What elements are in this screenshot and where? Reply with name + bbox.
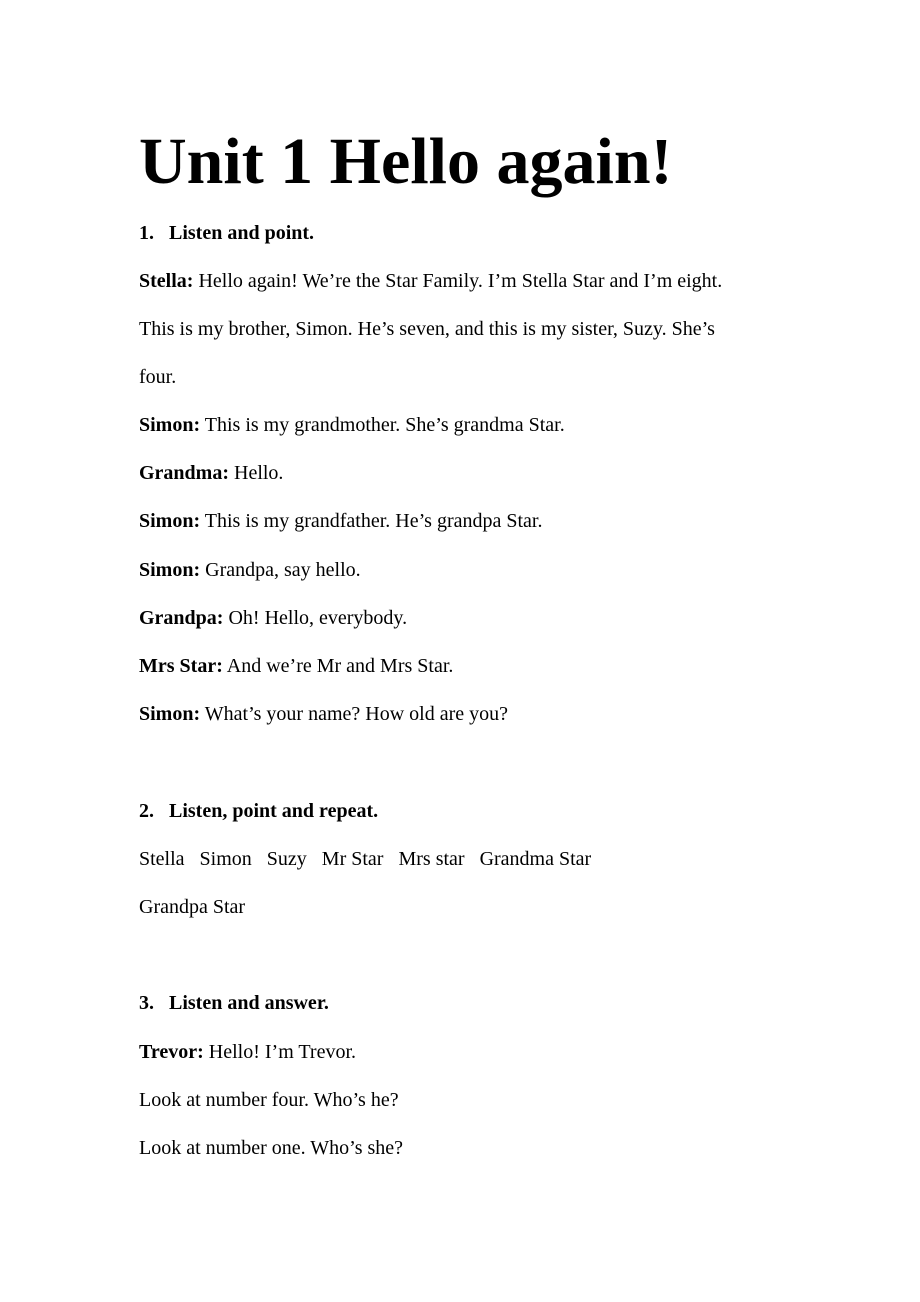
dialogue-line: [139, 364, 176, 390]
word-item: Suzy: [266, 848, 307, 870]
word-list: [139, 846, 591, 872]
dialogue-text: Oh! Hello, everybody.: [228, 607, 408, 629]
speaker-name: Stella:: [139, 270, 194, 292]
dialogue-text: four.: [139, 366, 177, 388]
dialogue-line: [139, 460, 283, 486]
dialogue-line: [139, 701, 508, 727]
word-item: Grandpa Star: [139, 896, 246, 918]
speaker-name: Simon:: [139, 559, 201, 581]
section-title: Listen and answer.: [169, 992, 329, 1014]
section-1-heading: [139, 220, 314, 246]
dialogue-line: [139, 412, 565, 438]
dialogue-text: And we’re Mr and Mrs Star.: [226, 655, 454, 677]
speaker-name: Simon:: [139, 703, 201, 725]
section-2-heading: [139, 798, 378, 824]
section-title: Listen, point and repeat.: [169, 800, 379, 822]
dialogue-line: [139, 557, 361, 583]
page-title: Unit 1 Hello again!: [139, 125, 673, 198]
dialogue-text: Look at number four. Who’s he?: [139, 1089, 399, 1111]
dialogue-line: [139, 1135, 403, 1161]
speaker-name: Mrs Star:: [139, 655, 223, 677]
speaker-name: Simon:: [139, 414, 201, 436]
dialogue-line: [139, 316, 715, 342]
section-number: 3.: [139, 992, 154, 1014]
speaker-name: Trevor:: [139, 1041, 204, 1063]
dialogue-text: Grandpa, say hello.: [205, 559, 361, 581]
word-item: Grandma Star: [479, 848, 592, 870]
dialogue-text: This is my grandfather. He’s grandpa Star.: [204, 510, 543, 532]
dialogue-line: [139, 653, 453, 679]
speaker-name: Simon:: [139, 510, 201, 532]
dialogue-text: Hello! I’m Trevor.: [208, 1041, 357, 1063]
dialogue-line: [139, 508, 542, 534]
dialogue-text: This is my grandmother. She’s grandma Star.: [204, 414, 565, 436]
word-item: Mr Star: [321, 848, 384, 870]
section-title: Listen and point.: [169, 222, 315, 244]
dialogue-line: [139, 1087, 399, 1113]
word-list-line-2: [139, 894, 245, 920]
dialogue-text: Hello again! We’re the Star Family. I’m Stella Star and I’m eight.: [198, 270, 723, 292]
word-item: Mrs star: [398, 848, 465, 870]
word-item: Stella: [139, 848, 185, 870]
section-number: 2.: [139, 800, 154, 822]
section-3-heading: [139, 990, 329, 1016]
word-item: Simon: [199, 848, 252, 870]
section-number: 1.: [139, 222, 154, 244]
dialogue-line: [139, 268, 722, 294]
speaker-name: Grandma:: [139, 462, 229, 484]
dialogue-line: [139, 605, 407, 631]
dialogue-line: [139, 1039, 356, 1065]
dialogue-text: This is my brother, Simon. He’s seven, and this is my sister, Suzy. She’s: [139, 318, 715, 340]
speaker-name: Grandpa:: [139, 607, 224, 629]
dialogue-text: What’s your name? How old are you?: [204, 703, 508, 725]
dialogue-text: Look at number one. Who’s she?: [139, 1137, 404, 1159]
dialogue-text: Hello.: [234, 462, 284, 484]
